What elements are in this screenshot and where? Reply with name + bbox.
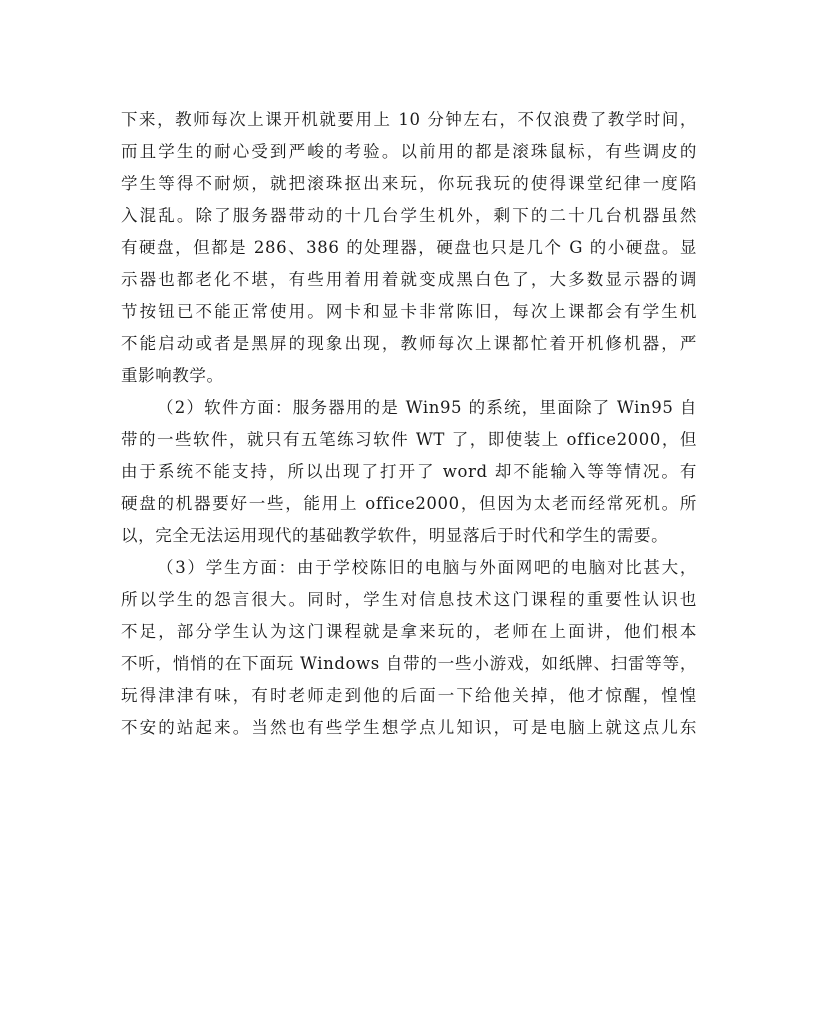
text-line: 硬盘的机器要好一些，能用上 office2000，但因为太老而经常死机。所 xyxy=(121,494,697,513)
paragraph-software xyxy=(121,392,697,552)
paragraph-students xyxy=(121,552,697,744)
text-line: 重影响教学。 xyxy=(121,366,224,385)
text-line: 入混乱。除了服务器带动的十几台学生机外，剩下的二十几台机器虽然 xyxy=(121,206,697,225)
text-line: 不能启动或者是黑屏的现象出现，教师每次上课都忙着开机修机器，严 xyxy=(121,334,697,353)
paragraph-hardware-continued xyxy=(121,104,697,392)
text-line: 下来，教师每次上课开机就要用上 10 分钟左右，不仅浪费了教学时间， xyxy=(121,110,697,129)
text-line: 不安的站起来。当然也有些学生想学点儿知识，可是电脑上就这点儿东 xyxy=(121,718,697,737)
text-line: 不足，部分学生认为这门课程就是拿来玩的，老师在上面讲，他们根本 xyxy=(121,622,697,641)
text-line: 节按钮已不能正常使用。网卡和显卡非常陈旧，每次上课都会有学生机 xyxy=(121,302,697,321)
text-line: 有硬盘，但都是 286、386 的处理器，硬盘也只是几个 G 的小硬盘。显 xyxy=(121,238,697,257)
text-line: 由于系统不能支持，所以出现了打开了 word 却不能输入等等情况。有 xyxy=(121,462,697,481)
text-line: （3）学生方面：由于学校陈旧的电脑与外面网吧的电脑对比甚大， xyxy=(157,558,697,577)
text-line: 示器也都老化不堪，有些用着用着就变成黑白色了，大多数显示器的调 xyxy=(121,270,697,289)
text-line: 学生等得不耐烦，就把滚珠抠出来玩，你玩我玩的使得课堂纪律一度陷 xyxy=(121,174,697,193)
text-line: 所以学生的怨言很大。同时，学生对信息技术这门课程的重要性认识也 xyxy=(121,590,697,609)
text-line: 带的一些软件，就只有五笔练习软件 WT 了，即使装上 office2000，但 xyxy=(121,430,697,449)
text-line: 以，完全无法运用现代的基础教学软件，明显落后于时代和学生的需要。 xyxy=(121,526,669,545)
text-line: 而且学生的耐心受到严峻的考验。以前用的都是滚珠鼠标，有些调皮的 xyxy=(121,142,697,161)
text-line: 不听，悄悄的在下面玩 Windows 自带的一些小游戏，如纸牌、扫雷等等， xyxy=(121,654,697,673)
text-line: （2）软件方面：服务器用的是 Win95 的系统，里面除了 Win95 自 xyxy=(157,398,697,417)
document-body xyxy=(121,104,697,744)
text-line: 玩得津津有味，有时老师走到他的后面一下给他关掉，他才惊醒，惶惶 xyxy=(121,686,697,705)
